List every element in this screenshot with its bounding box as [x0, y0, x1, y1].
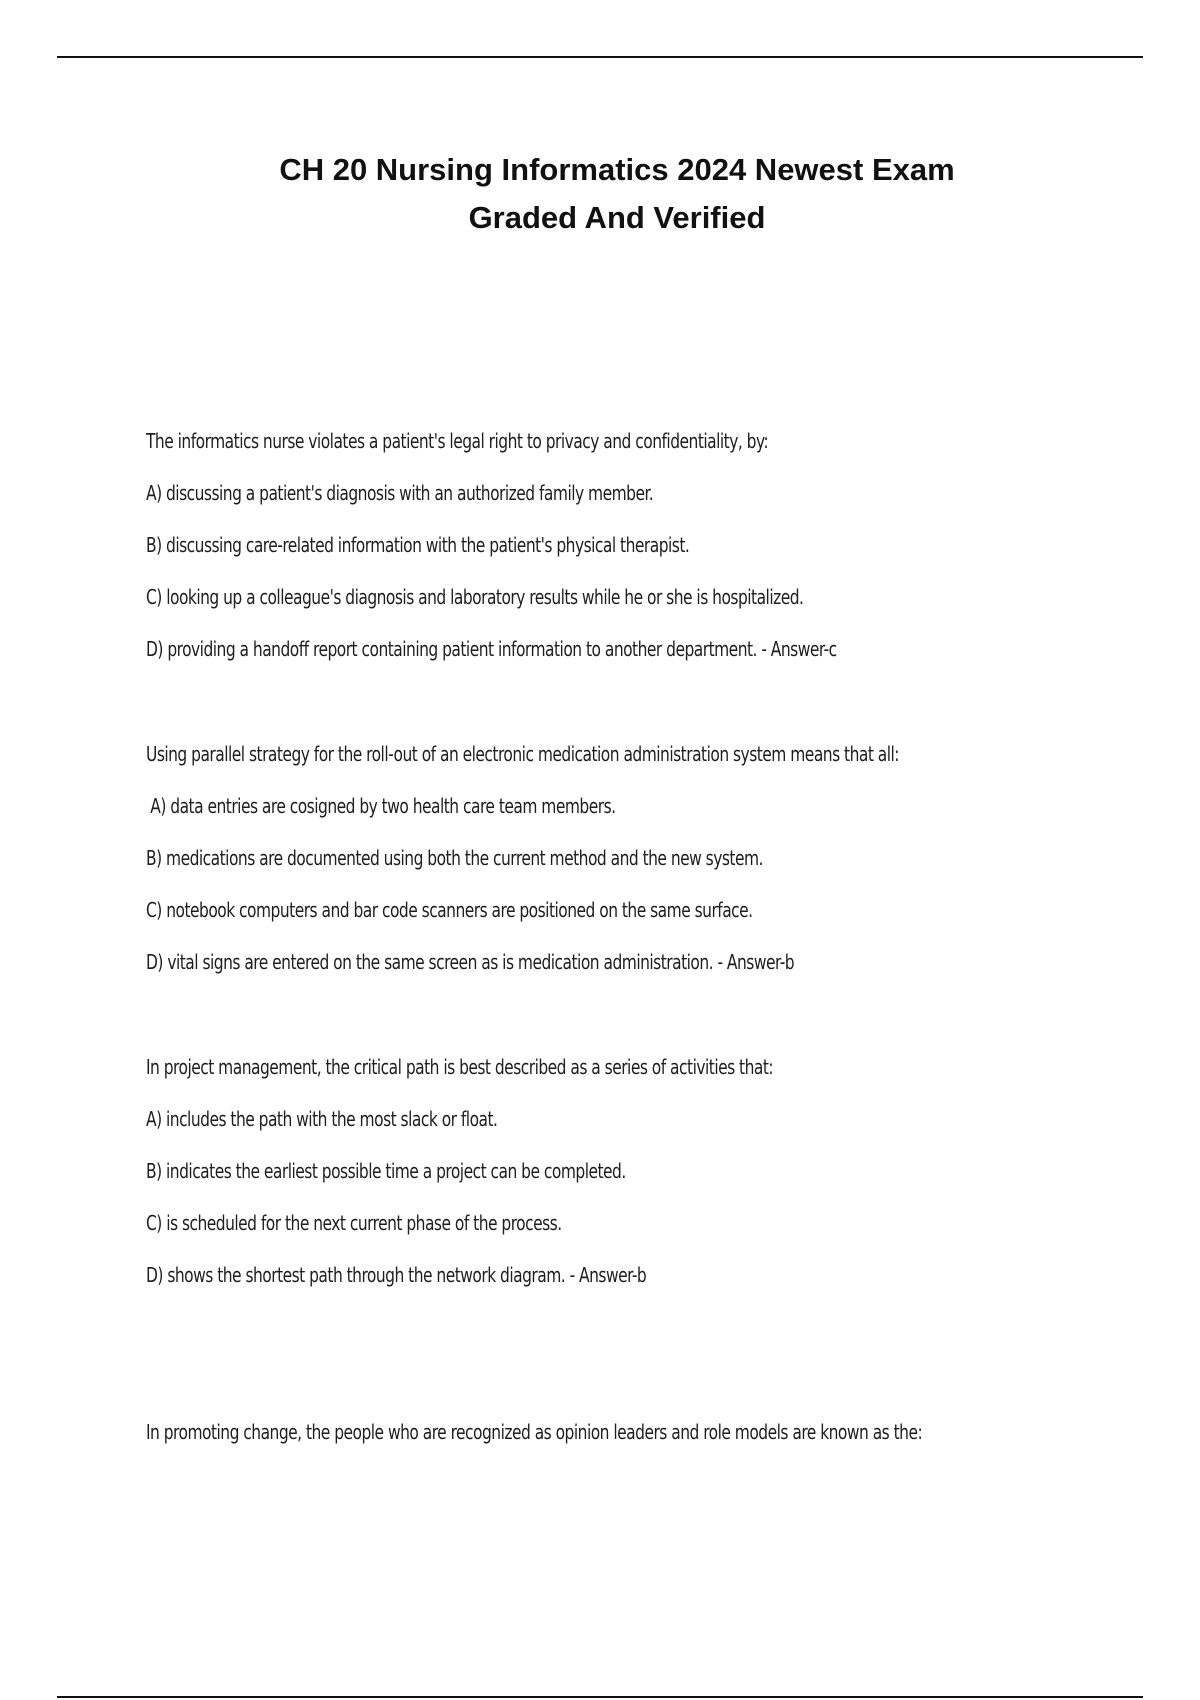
question-stem: The informatics nurse violates a patient's legal right to privacy and confidentiality, by: [146, 429, 769, 453]
question-stem: In promoting change, the people who are recognized as opinion leaders and role models are known as the: [146, 1420, 923, 1444]
answer-option: A) includes the path with the most slack or float. [146, 1107, 498, 1131]
answer-option: C) is scheduled for the next current phase of the process. [146, 1211, 562, 1235]
answer-option: A) discussing a patient's diagnosis with an authorized family member. [146, 481, 654, 505]
answer-option: A) data entries are cosigned by two health care team members. [150, 794, 616, 818]
question-4 [146, 1406, 1015, 1458]
answer-option: B) medications are documented using both the current method and the new system. [146, 846, 763, 870]
answer-option: B) indicates the earliest possible time a project can be completed. [146, 1159, 626, 1183]
question-stem: Using parallel strategy for the roll-out of an electronic medication administration system means that all: [146, 742, 900, 766]
exam-content [146, 415, 1015, 1458]
title-line-2: Graded And Verified [468, 200, 766, 235]
answer-option: B) discussing care-related information with the patient's physical therapist. [146, 533, 690, 557]
bottom-rule [57, 1696, 1143, 1698]
answer-option: D) providing a handoff report containing patient information to another department. - Answer-c [146, 637, 837, 661]
question-1 [146, 415, 1015, 675]
answer-option: D) shows the shortest path through the network diagram. - Answer-b [146, 1263, 647, 1287]
question-stem: In project management, the critical path is best described as a series of activities that: [146, 1055, 774, 1079]
answer-option: D) vital signs are entered on the same screen as is medication administration. - Answer-b [146, 950, 795, 974]
title-line-1: CH 20 Nursing Informatics 2024 Newest Exam [279, 152, 955, 187]
top-rule [57, 56, 1143, 58]
answer-option: C) looking up a colleague's diagnosis and laboratory results while he or she is hospitalized. [146, 585, 804, 609]
question-2 [146, 728, 1015, 988]
answer-option: C) notebook computers and bar code scanners are positioned on the same surface. [146, 898, 753, 922]
document-title [0, 146, 1200, 242]
question-3 [146, 1041, 1015, 1301]
